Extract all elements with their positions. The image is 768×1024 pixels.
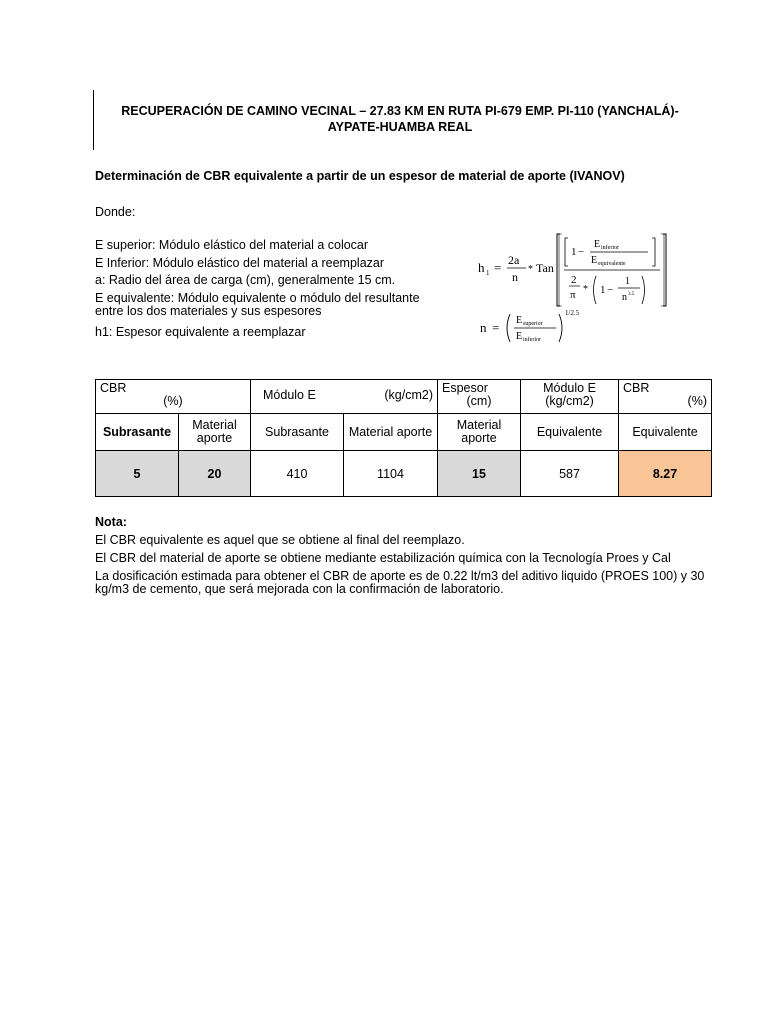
donde-label: Donde: (95, 205, 136, 219)
table-header-row (96, 380, 712, 414)
svg-text:E: E (516, 331, 523, 342)
ivanov-formula-image (470, 220, 680, 350)
section-subtitle: Determinación de CBR equivalente a partir de un espesor de material de aporte (IVANOV) (95, 169, 625, 183)
svg-text:1: 1 (571, 246, 577, 258)
svg-text:1: 1 (600, 284, 606, 296)
formula-h1: h (478, 260, 485, 275)
notes-title: Nota: (95, 515, 127, 529)
header-cbr-equivalente: CBR (%) (619, 380, 712, 414)
svg-text:1: 1 (486, 269, 490, 277)
table-subheader-row (96, 414, 712, 451)
modulo-equivalente-value: 587 (521, 451, 619, 497)
subheader-cell: Subrasante (251, 414, 344, 451)
header-modulo-e-equivalente: Módulo E (kg/cm2) (521, 380, 619, 414)
margin-rule (93, 90, 94, 150)
svg-text:*: * (528, 264, 533, 275)
svg-text:−: − (607, 284, 614, 296)
header-espesor: Espesor (cm) (438, 380, 521, 414)
modulo-subrasante-value: 410 (251, 451, 344, 497)
definition-e-inferior: E Inferior: Módulo elástico del material a reemplazar (95, 256, 385, 270)
svg-text:superior: superior (523, 321, 543, 327)
note-line: El CBR del material de aporte se obtiene mediante estabilización química con la Tecnología Proes y Cal (95, 551, 671, 565)
definition-a: a: Radio del área de carga (cm), generalmente 15 cm. (95, 273, 396, 287)
header-modulo-e: Módulo E (kg/cm2) (251, 380, 438, 414)
svg-text:−: − (578, 246, 585, 258)
subheader-cell: Material aporte (344, 414, 438, 451)
svg-text:1: 1 (625, 276, 630, 287)
subheader-cell: Subrasante (96, 414, 179, 451)
svg-text:*: * (583, 284, 588, 295)
subheader-cell: Material aporte (438, 414, 521, 451)
definition-h1: h1: Espesor equivalente a reemplazar (95, 325, 306, 339)
definitions-list (95, 239, 445, 339)
definition-e-equivalente: E equivalente: Módulo equivalente o módulo del resultante entre los dos materiales y sus espesores (95, 291, 420, 318)
notes-section (95, 516, 720, 596)
svg-text:π: π (570, 289, 576, 301)
cbr-table (95, 379, 712, 497)
cbr-equivalente-value: 8.27 (619, 451, 712, 497)
svg-text:n: n (622, 292, 627, 303)
modulo-aporte-value: 1104 (344, 451, 438, 497)
espesor-value: 15 (438, 451, 521, 497)
svg-text:inferior: inferior (601, 245, 619, 251)
svg-text:E: E (516, 315, 523, 326)
svg-text:2: 2 (571, 274, 577, 286)
formula-n: n (480, 320, 487, 335)
svg-text:inferior: inferior (523, 337, 541, 343)
cbr-aporte-value: 20 (179, 451, 251, 497)
subheader-cell: Material aporte (179, 414, 251, 451)
svg-text:3.5: 3.5 (628, 292, 635, 297)
svg-text:1/2.5: 1/2.5 (565, 309, 580, 317)
subheader-cell: Equivalente (619, 414, 712, 451)
table-row (96, 451, 712, 497)
cbr-subrasante-value: 5 (96, 451, 179, 497)
document-title: RECUPERACIÓN DE CAMINO VECINAL – 27.83 KM EN RUTA PI-679 EMP. PI-110 (YANCHALÁ)-AYPATE-HUAMBA REAL (121, 104, 679, 134)
header-cbr: CBR (%) (96, 380, 251, 414)
note-line: El CBR equivalente es aquel que se obtiene al final del reemplazo. (95, 533, 465, 547)
svg-text:equivalente: equivalente (598, 261, 626, 267)
subheader-cell: Equivalente (521, 414, 619, 451)
svg-text:=: = (494, 260, 502, 275)
definition-e-superior: E superior: Módulo elástico del material a colocar (95, 238, 369, 252)
svg-text:2a: 2a (508, 253, 520, 267)
svg-text:n: n (512, 270, 518, 284)
svg-text:E: E (594, 239, 601, 250)
svg-text:E: E (591, 255, 598, 266)
note-line: La dosificación estimada para obtener el CBR de aporte es de 0.22 lt/m3 del aditivo liquido (PROES 100) y 30 kg/m3 de cemento, que será mejorada con la confirmación de laboratorio. (95, 569, 705, 596)
svg-text:=: = (492, 320, 500, 335)
svg-text:Tan: Tan (536, 261, 554, 275)
